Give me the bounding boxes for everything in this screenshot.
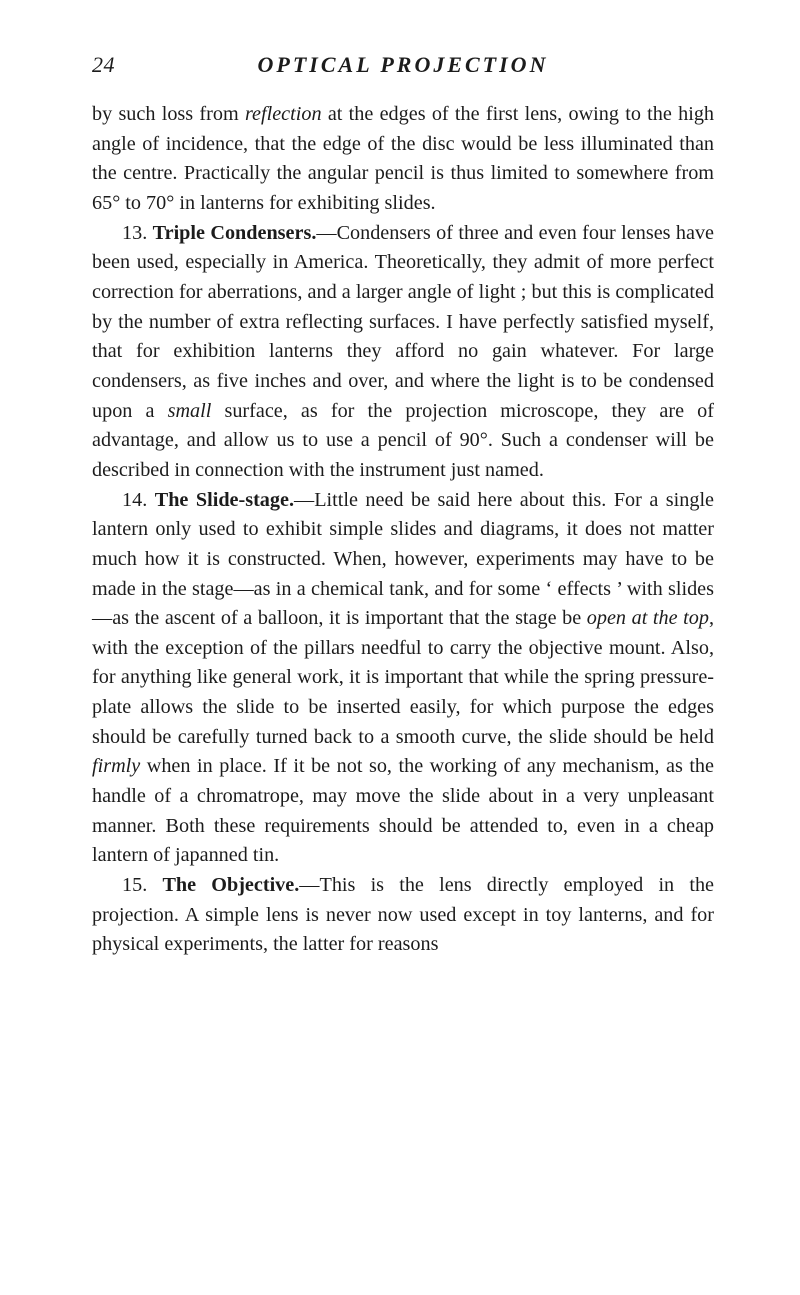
- paragraph-14: 14. The Slide-stage.—Little need be said here about this. For a single lantern only used to exhibit simple slides and diagrams, it does not matter much how it is constructed. When, however, experiments may have to be made in the stage—as in a chemical tank, and for some ‘ effects ’ with slides—as the ascent of a balloon, it is important that the stage be open at the top, with the exception of the pillars needful to carry the objective mount. Also, for anything like general work, it is important that while the spring pressure-plate allows the slide to be inserted easily, for which purpose the edges should be carefully turned back to a smooth curve, the slide should be held firmly when in place. If it be not so, the working of any mechanism, as the handle of a chromatrope, may move the slide about in a very unpleasant manner. Both these requirements should be attended to, even in a cheap lantern of japanned tin.: [92, 488, 715, 867]
- paragraph-15: 15. The Objective.—This is the lens directly employed in the projection. A simple lens is never now used except in toy lanterns, and for physical experiments, the latter for reasons: [92, 874, 714, 956]
- emphasis: small: [167, 399, 212, 422]
- paragraph-number: 13.: [122, 221, 148, 244]
- section-heading: The Slide-stage.: [154, 488, 295, 511]
- paragraph-number: 14.: [122, 488, 148, 511]
- section-heading: The Objective.: [162, 874, 300, 897]
- emphasis: reflection: [244, 103, 322, 125]
- emphasis: firmly: [92, 755, 141, 778]
- paragraph-13: 13. Triple Condensers.—Condensers of three and even four lenses have been used, especially in America. Theoretically, they admit of more perfect correction for aberrations, and a larger angle of light ; but this is complicated by the number of extra reflecting surfaces. I have perfectly satisfied myself, that for exhibition lanterns they afford no gain whatever. For large condensers, as five inches and over, and where the light is to be condensed upon a small surface, as for the projection microscope, they are of advantage, and allow us to use a pencil of 90°. Such a condenser will be described in connection with the instrument just named.: [92, 221, 715, 481]
- emphasis: open at the top: [586, 607, 709, 630]
- running-head: [92, 52, 714, 86]
- paragraph-continued: by such loss from reflection at the edges of the first lens, owing to the high angle of incidence, that the edge of the disc would be less illuminated than the centre. Practically the angular pencil is thus limited to somewhere from 65° to 70° in lanterns for exhibiting slides.: [92, 103, 715, 214]
- page-number: 24: [92, 52, 115, 77]
- body-text: [92, 100, 714, 960]
- paragraph-number: 15.: [122, 874, 148, 897]
- section-heading: Triple Condensers.: [152, 221, 317, 244]
- running-title: OPTICAL PROJECTION: [257, 52, 549, 77]
